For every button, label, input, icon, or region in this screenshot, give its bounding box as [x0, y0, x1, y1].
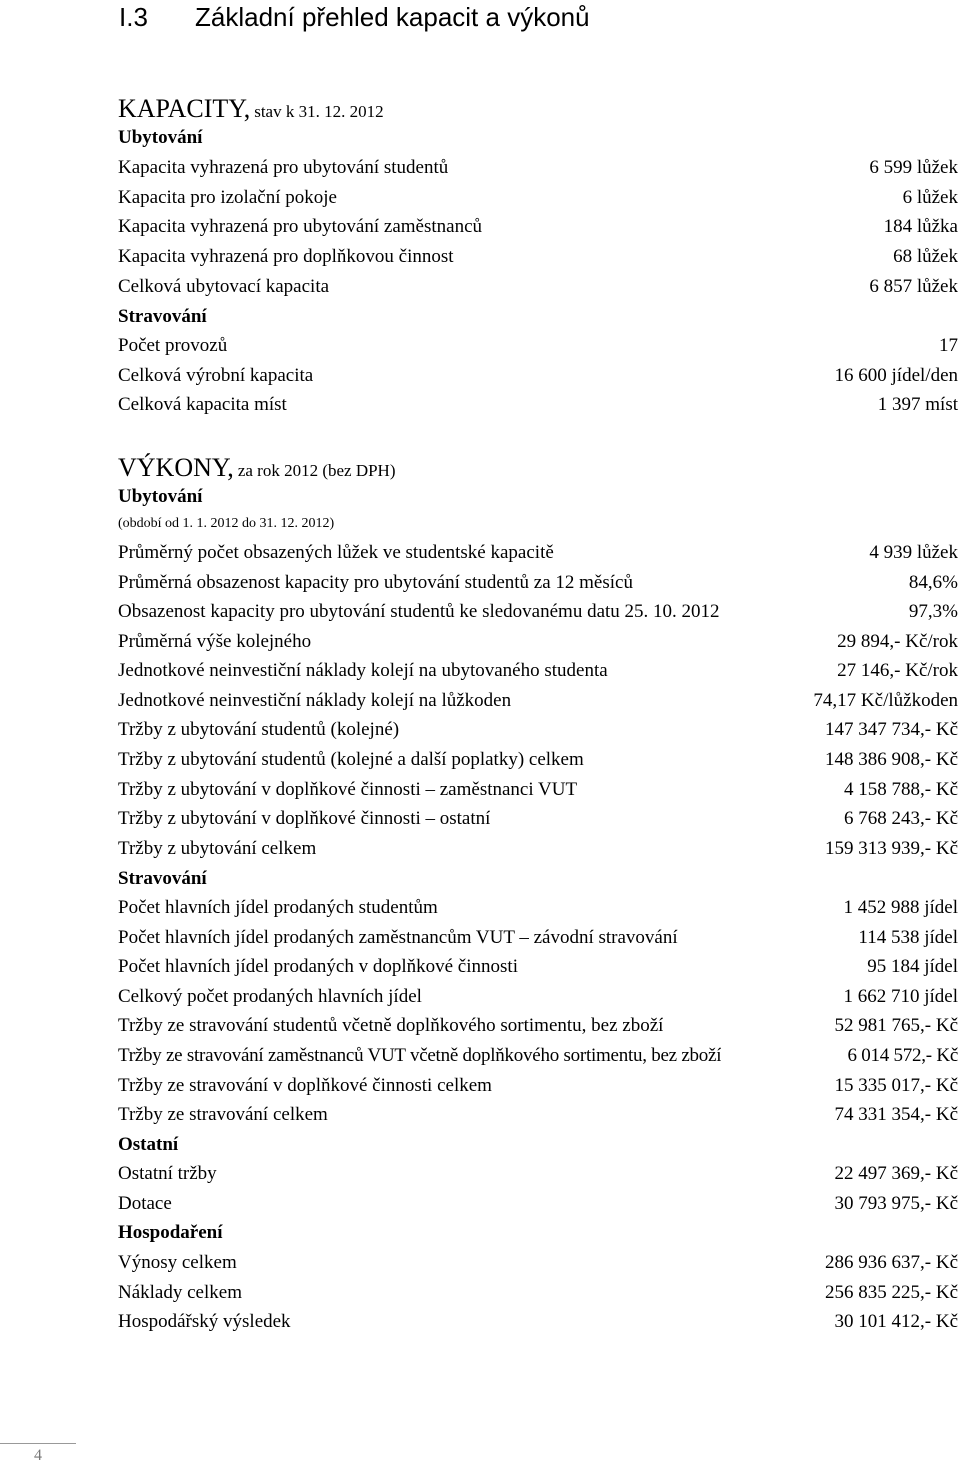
list-item: Tržby ze stravování v doplňkové činnosti celkem 15 335 017,- Kč	[118, 1075, 958, 1096]
list-item: Celková výrobní kapacita 16 600 jídel/den	[118, 365, 958, 386]
list-item: Kapacita vyhrazená pro ubytování zaměstnanců 184 lůžka	[118, 216, 958, 237]
list-item: Průměrná výše kolejného 29 894,- Kč/rok	[118, 631, 958, 652]
list-item: Tržby ze stravování celkem 74 331 354,- Kč	[118, 1104, 958, 1125]
list-item: Tržby z ubytování v doplňkové činnosti – ostatní 6 768 243,- Kč	[118, 808, 958, 829]
list-item: Tržby z ubytování studentů (kolejné a další poplatky) celkem 148 386 908,- Kč	[118, 749, 958, 770]
page-number: 4	[34, 1447, 42, 1464]
list-item: Počet hlavních jídel prodaných zaměstnancům VUT – závodní stravování 114 538 jídel	[118, 927, 958, 948]
list-item: Celková ubytovací kapacita 6 857 lůžek	[118, 276, 958, 297]
list-item: Počet provozů 17	[118, 335, 958, 356]
kapacity-heading: KAPACITY, stav k 31. 12. 2012	[118, 94, 384, 123]
list-item: Ostatní tržby 22 497 369,- Kč	[118, 1163, 958, 1184]
list-item: Tržby z ubytování studentů (kolejné) 147 347 734,- Kč	[118, 719, 958, 740]
period-note: (období od 1. 1. 2012 do 31. 12. 2012)	[118, 516, 335, 531]
list-item: Tržby ze stravování studentů včetně doplňkového sortimentu, bez zboží 52 981 765,- Kč	[118, 1015, 958, 1036]
list-item: Jednotkové neinvestiční náklady kolejí na ubytovaného studenta 27 146,- Kč/rok	[118, 660, 958, 681]
list-item: Náklady celkem 256 835 225,- Kč	[118, 1282, 958, 1303]
list-item: Obsazenost kapacity pro ubytování studentů ke sledovanému datu 25. 10. 2012 97,3%	[118, 601, 958, 622]
footer-divider	[0, 1443, 76, 1444]
vykony-hospodareni-title: Hospodaření	[118, 1222, 223, 1243]
list-item: Celkový počet prodaných hlavních jídel 1 662 710 jídel	[118, 986, 958, 1007]
vykony-ubytovani-title: Ubytování	[118, 486, 203, 507]
chapter-heading	[119, 0, 590, 34]
list-item: Výnosy celkem 286 936 637,- Kč	[118, 1252, 958, 1273]
list-item: Tržby z ubytování v doplňkové činnosti – zaměstnanci VUT 4 158 788,- Kč	[118, 779, 958, 800]
list-item: Kapacita vyhrazená pro ubytování studentů 6 599 lůžek	[118, 157, 958, 178]
vykony-stravovani-title: Stravování	[118, 868, 207, 889]
list-item: Jednotkové neinvestiční náklady kolejí na lůžkoden 74,17 Kč/lůžkoden	[118, 690, 958, 711]
chapter-number: I.3	[119, 2, 148, 32]
kapacity-ubytovani-title: Ubytování	[118, 127, 203, 148]
list-item: Průměrný počet obsazených lůžek ve studentské kapacitě 4 939 lůžek	[118, 542, 958, 563]
list-item: Počet hlavních jídel prodaných studentům 1 452 988 jídel	[118, 897, 958, 918]
list-item: Počet hlavních jídel prodaných v doplňkové činnosti 95 184 jídel	[118, 956, 958, 977]
list-item: Tržby z ubytování celkem 159 313 939,- Kč	[118, 838, 958, 859]
list-item: Tržby ze stravování zaměstnanců VUT včetně doplňkového sortimentu, bez zboží 6 014 572,- Kč	[118, 1045, 958, 1066]
list-item: Průměrná obsazenost kapacity pro ubytování studentů za 12 měsíců 84,6%	[118, 572, 958, 593]
vykony-ostatni-title: Ostatní	[118, 1134, 179, 1155]
list-item: Dotace 30 793 975,- Kč	[118, 1193, 958, 1214]
chapter-title: Základní přehled kapacit a výkonů	[195, 2, 590, 32]
list-item: Celková kapacita míst 1 397 míst	[118, 394, 958, 415]
list-item: Kapacita vyhrazená pro doplňkovou činnost 68 lůžek	[118, 246, 958, 267]
kapacity-stravovani-title: Stravování	[118, 306, 207, 327]
list-item: Hospodářský výsledek 30 101 412,- Kč	[118, 1311, 958, 1332]
vykony-heading: VÝKONY, za rok 2012 (bez DPH)	[118, 453, 396, 482]
list-item: Kapacita pro izolační pokoje 6 lůžek	[118, 187, 958, 208]
